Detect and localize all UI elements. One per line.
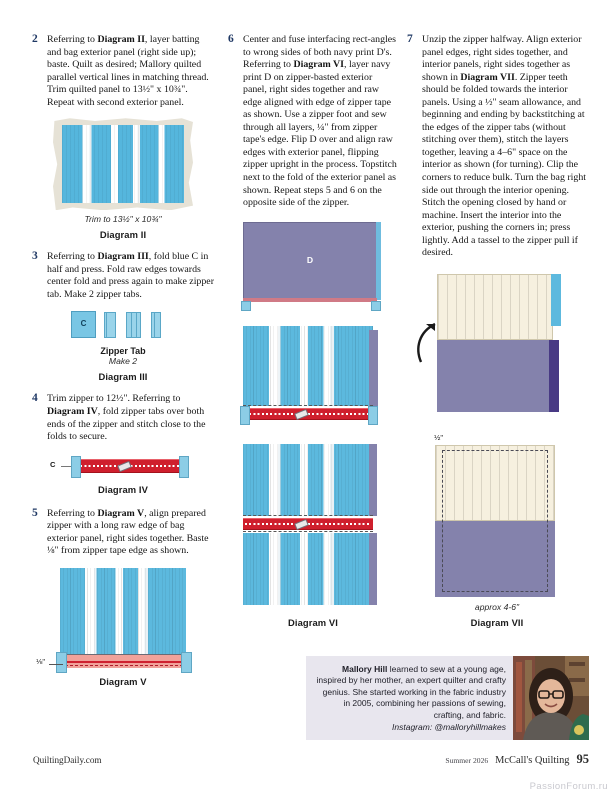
author-portrait-icon xyxy=(513,656,589,740)
step-text: Referring to Diagram III, fold blue C in half and press. Fold raw edges towards center fold and press again to make zipper tab. Make 2 zipper tabs. xyxy=(47,251,214,300)
zipper-tab-right xyxy=(371,301,381,311)
diagram-6 xyxy=(228,222,398,628)
navy-print-panel-d xyxy=(243,222,377,300)
diagram-2-trim-note: Trim to 13½" x 10¾" xyxy=(84,214,162,225)
column-middle xyxy=(228,34,398,633)
diagram-6-part-3 xyxy=(237,444,389,609)
author-instagram: Instagram: @malloryhillmakes xyxy=(392,722,506,733)
quilted-exterior-panel xyxy=(60,568,186,654)
seam-stitch-line xyxy=(442,450,548,592)
diagram-7-opening-label: approx 4-6" xyxy=(474,601,520,612)
folded-tab-step1 xyxy=(104,312,116,338)
zipper-pull-icon xyxy=(117,460,132,471)
quilted-exterior-panel xyxy=(62,125,184,203)
folded-tab-step2 xyxy=(126,312,141,338)
step-number: 2 xyxy=(32,33,38,45)
column-left xyxy=(32,34,214,692)
step-number: 3 xyxy=(32,250,38,263)
zipper-tape xyxy=(74,459,184,473)
zipper-pull-icon xyxy=(294,518,309,529)
zipper-tab-right xyxy=(179,456,189,478)
diagram-6-part-2 xyxy=(237,326,389,428)
exterior-panel-navy xyxy=(437,340,553,412)
diagram-2-caption: Diagram II xyxy=(99,229,147,241)
column-right xyxy=(407,34,587,633)
step-number: 5 xyxy=(32,506,38,519)
diagram-4 xyxy=(32,453,214,495)
quilted-exterior-panel xyxy=(243,326,373,406)
interior-panel-cream xyxy=(437,274,553,340)
zipper-tab-right xyxy=(181,652,192,673)
step-text: Trim zipper to 12½". Referring to Diagram IV, fold zipper tabs over both ends of the zipper and stitch close to the folds to secure. xyxy=(47,393,206,443)
diagram-3 xyxy=(32,311,214,382)
zipper-tab-left xyxy=(71,456,81,478)
navy-panel-behind-lower xyxy=(369,533,377,605)
zipper-tape xyxy=(243,408,373,420)
zipper-tape xyxy=(60,654,186,668)
author-name: Mallory Hill xyxy=(342,664,388,674)
author-bio-box xyxy=(306,656,589,740)
quilted-panel-lower xyxy=(243,533,373,605)
piece-label-c: C xyxy=(50,459,56,469)
exterior-panel-side xyxy=(549,340,559,412)
footer-magazine-title: McCall's Quilting xyxy=(495,755,570,766)
navy-panel-behind-upper xyxy=(369,444,377,516)
fabric-piece-c xyxy=(71,311,96,338)
diagram-6-part-1 xyxy=(237,222,389,312)
fold-line xyxy=(243,405,373,407)
seam-allowance-label: ⅛" xyxy=(36,656,46,666)
step-3 xyxy=(32,251,214,301)
footer-page-number: 95 xyxy=(576,752,589,766)
zipper-tab-left xyxy=(241,301,251,311)
step-4 xyxy=(32,393,214,443)
finished-zipper-tab xyxy=(151,312,161,338)
topstitch-line-upper xyxy=(243,515,373,517)
leader-line xyxy=(49,664,63,665)
basting-stitch-line xyxy=(60,665,186,666)
footer-issue: Summer 2026 xyxy=(445,756,489,765)
zipper-tab-left xyxy=(240,406,250,425)
panel-label-d: D xyxy=(306,254,314,265)
watermark: PassionForum.ru xyxy=(529,781,608,792)
diagram-6-caption: Diagram VI xyxy=(288,616,338,628)
zipper-pull-icon xyxy=(294,408,309,419)
piece-label-c: C xyxy=(80,319,87,329)
step-number: 6 xyxy=(228,33,234,45)
exterior-panel-edge xyxy=(551,274,561,326)
diagram-7 xyxy=(407,434,587,628)
diagram-4-caption: Diagram IV xyxy=(98,483,148,495)
diagram-2 xyxy=(32,118,214,240)
diagram-3-caption: Diagram III xyxy=(98,371,148,383)
exterior-panel-edge xyxy=(376,222,381,300)
step-text: Referring to Diagram V, align prepared zipper with a long raw edge of bag exterior panel, right sides together. Baste ⅛" from zipper tape edge as shown. xyxy=(47,507,209,557)
author-photo xyxy=(513,656,589,740)
diagram-3-make: Make 2 xyxy=(108,356,138,367)
step-text: Center and fuse interfacing rect-angles to wrong sides of both navy print D's. Referring to Diagram VI, layer navy print D on zipper-basted exterior panel, right sides together and raw edge aligned with edge of zipper tape as shown. Use a zipper foot and sew through all layers, ¼" from zipper tape's edge. Flip D over and align raw edges with exterior panel, flipping zipper upright in the process. Topstitch next to the fold of the exterior panel as shown. Repeat steps 5 and 6 on the opposite side of the zipper. xyxy=(243,34,397,209)
footer-website[interactable]: QuiltingDaily.com xyxy=(33,755,102,765)
step-5 xyxy=(32,508,214,558)
diagram-3-name: Zipper Tab xyxy=(100,346,146,357)
step-number: 4 xyxy=(32,392,38,405)
zipper-tab-left xyxy=(56,652,67,673)
zipper-tab-right xyxy=(368,406,378,425)
step-text: Referring to Diagram II, layer batting and bag exterior panel (right side up); baste. Quilt as desired; Mallory quilted parallel vertical lines in matching thread. Trim quilted panel to 13½" x 10¾". Repeat with second exterior panel. xyxy=(47,34,209,108)
author-bio-text xyxy=(306,656,513,740)
step-2 xyxy=(32,34,214,109)
step-6 xyxy=(228,34,398,210)
diagram-5 xyxy=(32,568,214,687)
diagram-5-caption: Diagram V xyxy=(99,675,147,687)
quilted-panel-upper xyxy=(243,444,373,516)
diagram-7-caption: Diagram VII xyxy=(470,616,524,628)
zipper-tape xyxy=(243,518,373,530)
diagram-7-fold xyxy=(407,274,587,424)
step-number: 7 xyxy=(407,33,413,45)
step-text: Unzip the zipper halfway. Align exterior panel edges, right sides together, and interior panels, right sides together as shown in Diagram VII. Zipper teeth should be folded towards the interior panels. Using a ½" seam allowance, and beginning and ending by backstitching at the edges of the zipper tabs (without stitching over them), stitch the layers together, leaving a 4–6" space on the interior as shown (for turning). Clip the corners to reduce bulk. Turn the bag right side out through the interior opening. Stitch the opening closed by hand or machine. Insert the interior into the exterior, pushing the corners in; press lightly. Add a tassel to the zipper pull if desired. xyxy=(422,34,587,259)
author-bio-body: learned to sew at a young age, inspired by her mother, an expert quilter and crafty genius. She started working in the fabric industry in 2005, combining her passions of sewing, crafting, and fabric. xyxy=(316,664,506,720)
navy-panel-behind xyxy=(369,330,378,406)
zipper-tape-edge xyxy=(243,298,377,302)
step-7 xyxy=(407,34,587,260)
footer-right xyxy=(445,752,589,767)
seam-allowance-label: ½" xyxy=(434,432,444,442)
